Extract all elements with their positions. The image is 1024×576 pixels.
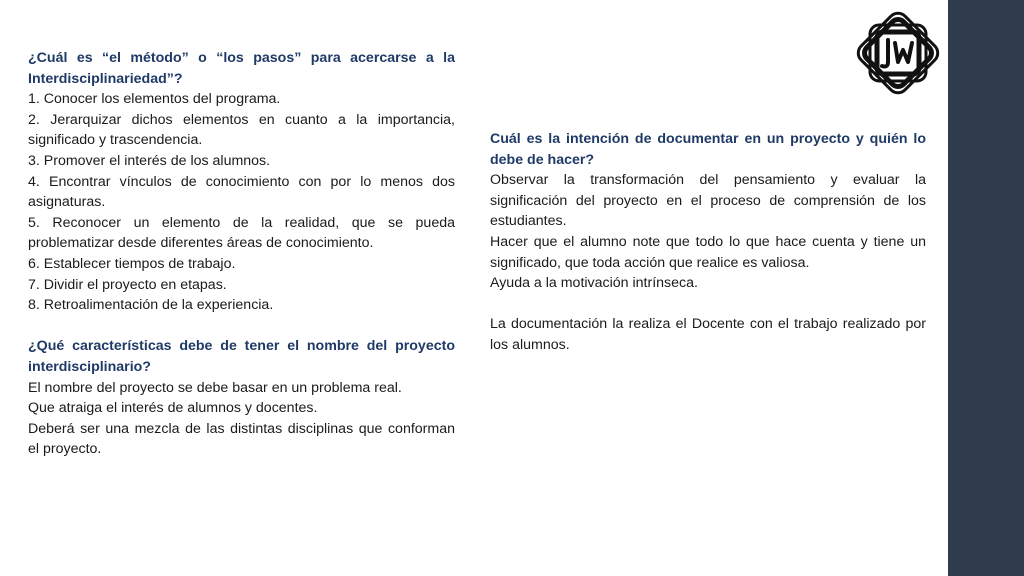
- right-column: [490, 129, 926, 356]
- answer-item: Deberá ser una mezcla de las distintas disciplinas que conforman el proyecto.: [28, 420, 455, 458]
- answer-item: El nombre del proyecto se debe basar en un problema real.: [28, 379, 402, 396]
- closing-paragraph: La documentación la realiza el Docente con el trabajo realizado por los alumnos.: [490, 316, 926, 353]
- answer-item: Que atraiga el interés de alumnos y docentes.: [28, 400, 318, 417]
- step-item: 5. Reconocer un elemento de la realidad, que se pueda problematizar desde diferentes áreas de conocimiento.: [28, 214, 455, 252]
- step-item: 3. Promover el interés de los alumnos.: [28, 152, 271, 169]
- step-item: 8. Retroalimentación de la experiencia.: [28, 297, 274, 314]
- step-item: 4. Encontrar vínculos de conocimiento con por lo menos dos asignaturas.: [28, 173, 455, 211]
- jw-logo: [855, 10, 941, 96]
- left-column: [28, 48, 455, 460]
- spacer: [28, 316, 455, 337]
- step-item: 6. Establecer tiempos de trabajo.: [28, 255, 236, 272]
- paragraph: Observar la transformación del pensamiento y evaluar la significación del proyecto en el proceso de comprensión de los estudiantes.: [490, 172, 926, 230]
- right-sidebar-bar: [948, 0, 1024, 576]
- question-documentation: Cuál es la intención de documentar en un proyecto y quién lo debe de hacer?: [490, 131, 926, 168]
- paragraph: Ayuda a la motivación intrínseca.: [490, 275, 698, 292]
- jw-logo-icon: [855, 10, 941, 96]
- spacer: [490, 294, 926, 315]
- question-name-characteristics: ¿Qué características debe de tener el nombre del proyecto interdisciplinario?: [28, 338, 455, 375]
- step-item: 1. Conocer los elementos del programa.: [28, 91, 281, 108]
- question-method: ¿Cuál es “el método” o “los pasos” para acercarse a la Interdisciplinariedad”?: [28, 50, 455, 87]
- step-item: 7. Dividir el proyecto en etapas.: [28, 276, 227, 293]
- step-item: 2. Jerarquizar dichos elementos en cuanto a la importancia, significado y trascendencia.: [28, 111, 455, 149]
- paragraph: Hacer que el alumno note que todo lo que hace cuenta y tiene un significado, que toda acción que realice es valiosa.: [490, 233, 926, 271]
